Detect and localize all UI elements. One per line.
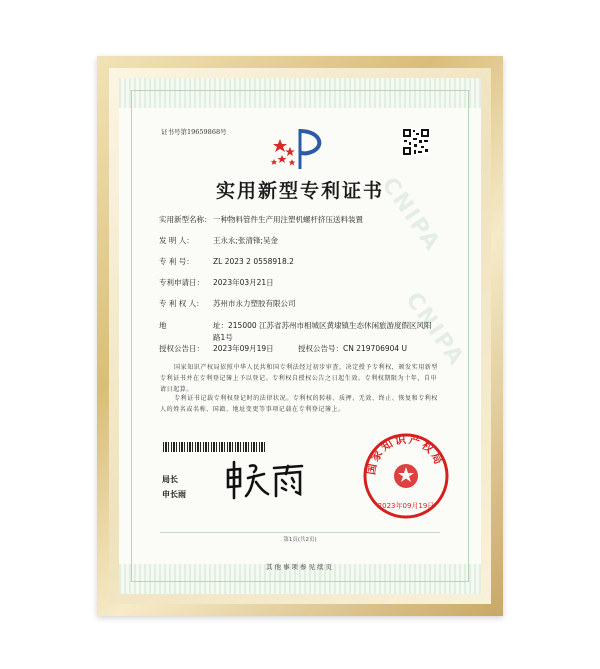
field-utility-model-name <box>159 214 363 225</box>
field-label: 地 <box>159 321 167 330</box>
page-indicator: 第1页(共2页) <box>283 537 317 543</box>
field-value: 2023年03月21日 <box>213 278 274 287</box>
field-patent-number <box>159 256 294 267</box>
field-application-date <box>159 277 274 288</box>
field-value: ZL 2023 2 0558918.2 <box>213 257 294 266</box>
cnipa-logo-icon <box>270 125 332 171</box>
statement-paragraph-2: 专利证书记载专利权登记时的法律状况。专利权的转移、质押、无效、终止、恢复和专利权人的姓名或名称、国籍、地址变更等事项记载在专利登记簿上。 <box>160 395 439 413</box>
certificate-number: 证书号第19659868号 <box>161 128 227 136</box>
qr-code-icon <box>402 128 430 156</box>
director-name: 申长雨 <box>162 490 186 499</box>
watermark-text: CNIPA <box>400 288 470 372</box>
field-label: 授权公告日： <box>159 344 204 353</box>
certificate-title: 实用新型专利证书 <box>215 180 384 202</box>
statement-paragraph-1: 国家知识产权局依照中华人民共和国专利法经过初步审查，决定授予专利权，颁发实用新型专利证书并在专利登记簿上予以登记。专利权自授权公告之日起生效。专利权期限为十年，自申请日起算。 <box>160 364 439 393</box>
field-patentee <box>159 298 296 309</box>
field-label: 授权公告号： <box>298 344 343 353</box>
field-label: 专 利 号： <box>159 257 194 266</box>
watermark-text: CNIPA <box>376 173 446 257</box>
continuation-note: 其他事项参见续页 <box>266 563 334 571</box>
field-address-value <box>213 320 438 344</box>
address-line-2: 路1号 <box>213 333 233 342</box>
svg-text:2023年09月19日: 2023年09月19日 <box>377 502 435 510</box>
director-title: 局长 <box>162 475 178 484</box>
field-value: 2023年09月19日 <box>213 344 274 353</box>
field-label: 发 明 人： <box>159 236 194 245</box>
field-value: CN 219706904 U <box>343 344 408 353</box>
footer-divider <box>160 532 440 533</box>
field-value: 一种物料管件生产用注塑机螺杆挤压送料装置 <box>213 215 363 224</box>
field-label: 专利申请日： <box>159 278 204 287</box>
field-value: 苏州市永力塑胶有限公司 <box>213 299 296 308</box>
handwritten-signature-icon <box>224 460 306 500</box>
svg-text:国家知识产权局: 国家知识产权局 <box>364 432 446 476</box>
field-label: 专 利 权 人： <box>159 299 204 308</box>
field-value: 王永永;张清锋;吴金 <box>213 236 279 245</box>
barcode-icon <box>163 442 265 452</box>
field-label: 实用新型名称： <box>159 215 212 224</box>
field-inventor <box>159 235 278 246</box>
field-address-label <box>159 320 213 331</box>
official-seal-icon <box>362 432 450 520</box>
field-grant-date <box>159 343 274 354</box>
address-line-1: 址：215000 江苏省苏州市相城区黄埭镇生态休闲旅游度假区风阳 <box>213 321 432 330</box>
field-grant-number <box>298 343 407 354</box>
